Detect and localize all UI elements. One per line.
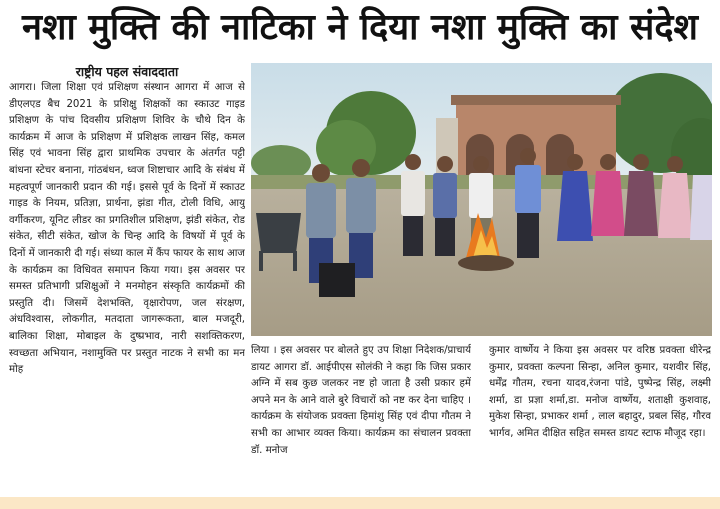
article-column-3: कुमार वार्ष्णेय ने किया इस अवसर पर वरिष्ठ प्रवक्ता धीरेन्द्र कुमार, प्रवक्ता कल्पना सिन्हा, अनिल कुमार, यशवीर सिंह, धर्मेंद्र गौतम, रचना यादव,रंजना पांडे, पुष्पेन्द्र सिंह, लक्ष्मी शर्मा, डा प्रज्ञा शर्मा,डा. मनोज वार्ष्णेय, शताक्षी कुशवाह, मुकेश सिन्हा, प्रभाकर शर्मा , लाल बहादुर, प्रबल सिंह, गौरव भार्गव, अमित दीक्षित सहित समस्त डायट स्टाफ मौजूद रहा। (489, 345, 711, 439)
headline: नशा मुक्ति की नाटिका ने दिया नशा मुक्ति का संदेश (22, 7, 698, 48)
news-photo (251, 63, 712, 336)
page-bottom-strip (0, 497, 720, 509)
byline: राष्ट्रीय पहल संवाददाता (75, 64, 179, 79)
campfire-photo-illustration (251, 63, 712, 336)
article-column-1: आगरा। जिला शिक्षा एवं प्रशिक्षण संस्थान आगरा में आज से डीएलएड बैच 2021 के प्रशिक्षु शिक्षकों का स्काउट गाइड प्रशिक्षण के पांच दिवसीय प्रशिक्षण शिविर के चौथे दिन के कार्यक्रम में आज के प्रशिक्षण में प्रशिक्षक लाखन सिंह, कमल सिंह एवं भावना सिंह द्वारा प्राथमिक उपचार के अंतर्गत पट्टी बांधना स्टेचर बनाना, गांठबंधन, ध्वज शिष्टाचार आदि के संबंध में महत्वपूर्ण जानकारी प्रदान की गई। इससे पूर्व के दिनों में स्काउट गाइड के नियम, प्रतिज्ञा, प्रार्थना, झंडा गीत, टोली विधि, आयु वर्गीकरण, यूनिट लीडर का प्रगतिशील प्रशिक्षण, झंडी संकेत, रोड संकेत, सीटी संकेत, खोज के चिन्ह आदि के विषयों में पूर्व के दिनों में जानकारी दी गई। संध्या काल में कैंप फायर के साथ आज के कार्यक्रम का विधिवत समापन किया गया। इस अवसर पर समस्त प्रतिभागी प्रशिक्षुओं ने मनमोहन संस्कृति कार्यक्रमों की प्रस्तुति दी। जिसमें देशभक्ति, वृक्षारोपण, जल संरक्षण, अंधविश्वास, लोकगीत, मतदाता जागरूकता, बाल मजदूरी, बालिका शिक्षा, मोबाइल के दुष्प्रभाव, नारी सशक्तिकरण, स्वच्छता अभियान, नशामुक्ति पर प्रस्तुत नाटक ने सभी का मन मोह (9, 82, 245, 376)
article-column-2: लिया । इस अवसर पर बोलते हुए उप शिक्षा निदेशक/प्राचार्य डायट आगरा डॉ. आईपीएस सोलंकी ने कहा कि जिस प्रकार अग्नि में सब कुछ जलकर नष्ट हो जाता है उसी प्रकार हमें अपने मन के आने वाले बुरे विचारों को नष्ट कर देना चाहिए । कार्यक्रम के संयोजक प्रवक्ता हिमांशु सिंह एवं दीपा गौतम ने सभी का आभार व्यक्त किया। कार्यक्रम का संचालन प्रवक्ता डॉ. मनोज (251, 345, 471, 456)
